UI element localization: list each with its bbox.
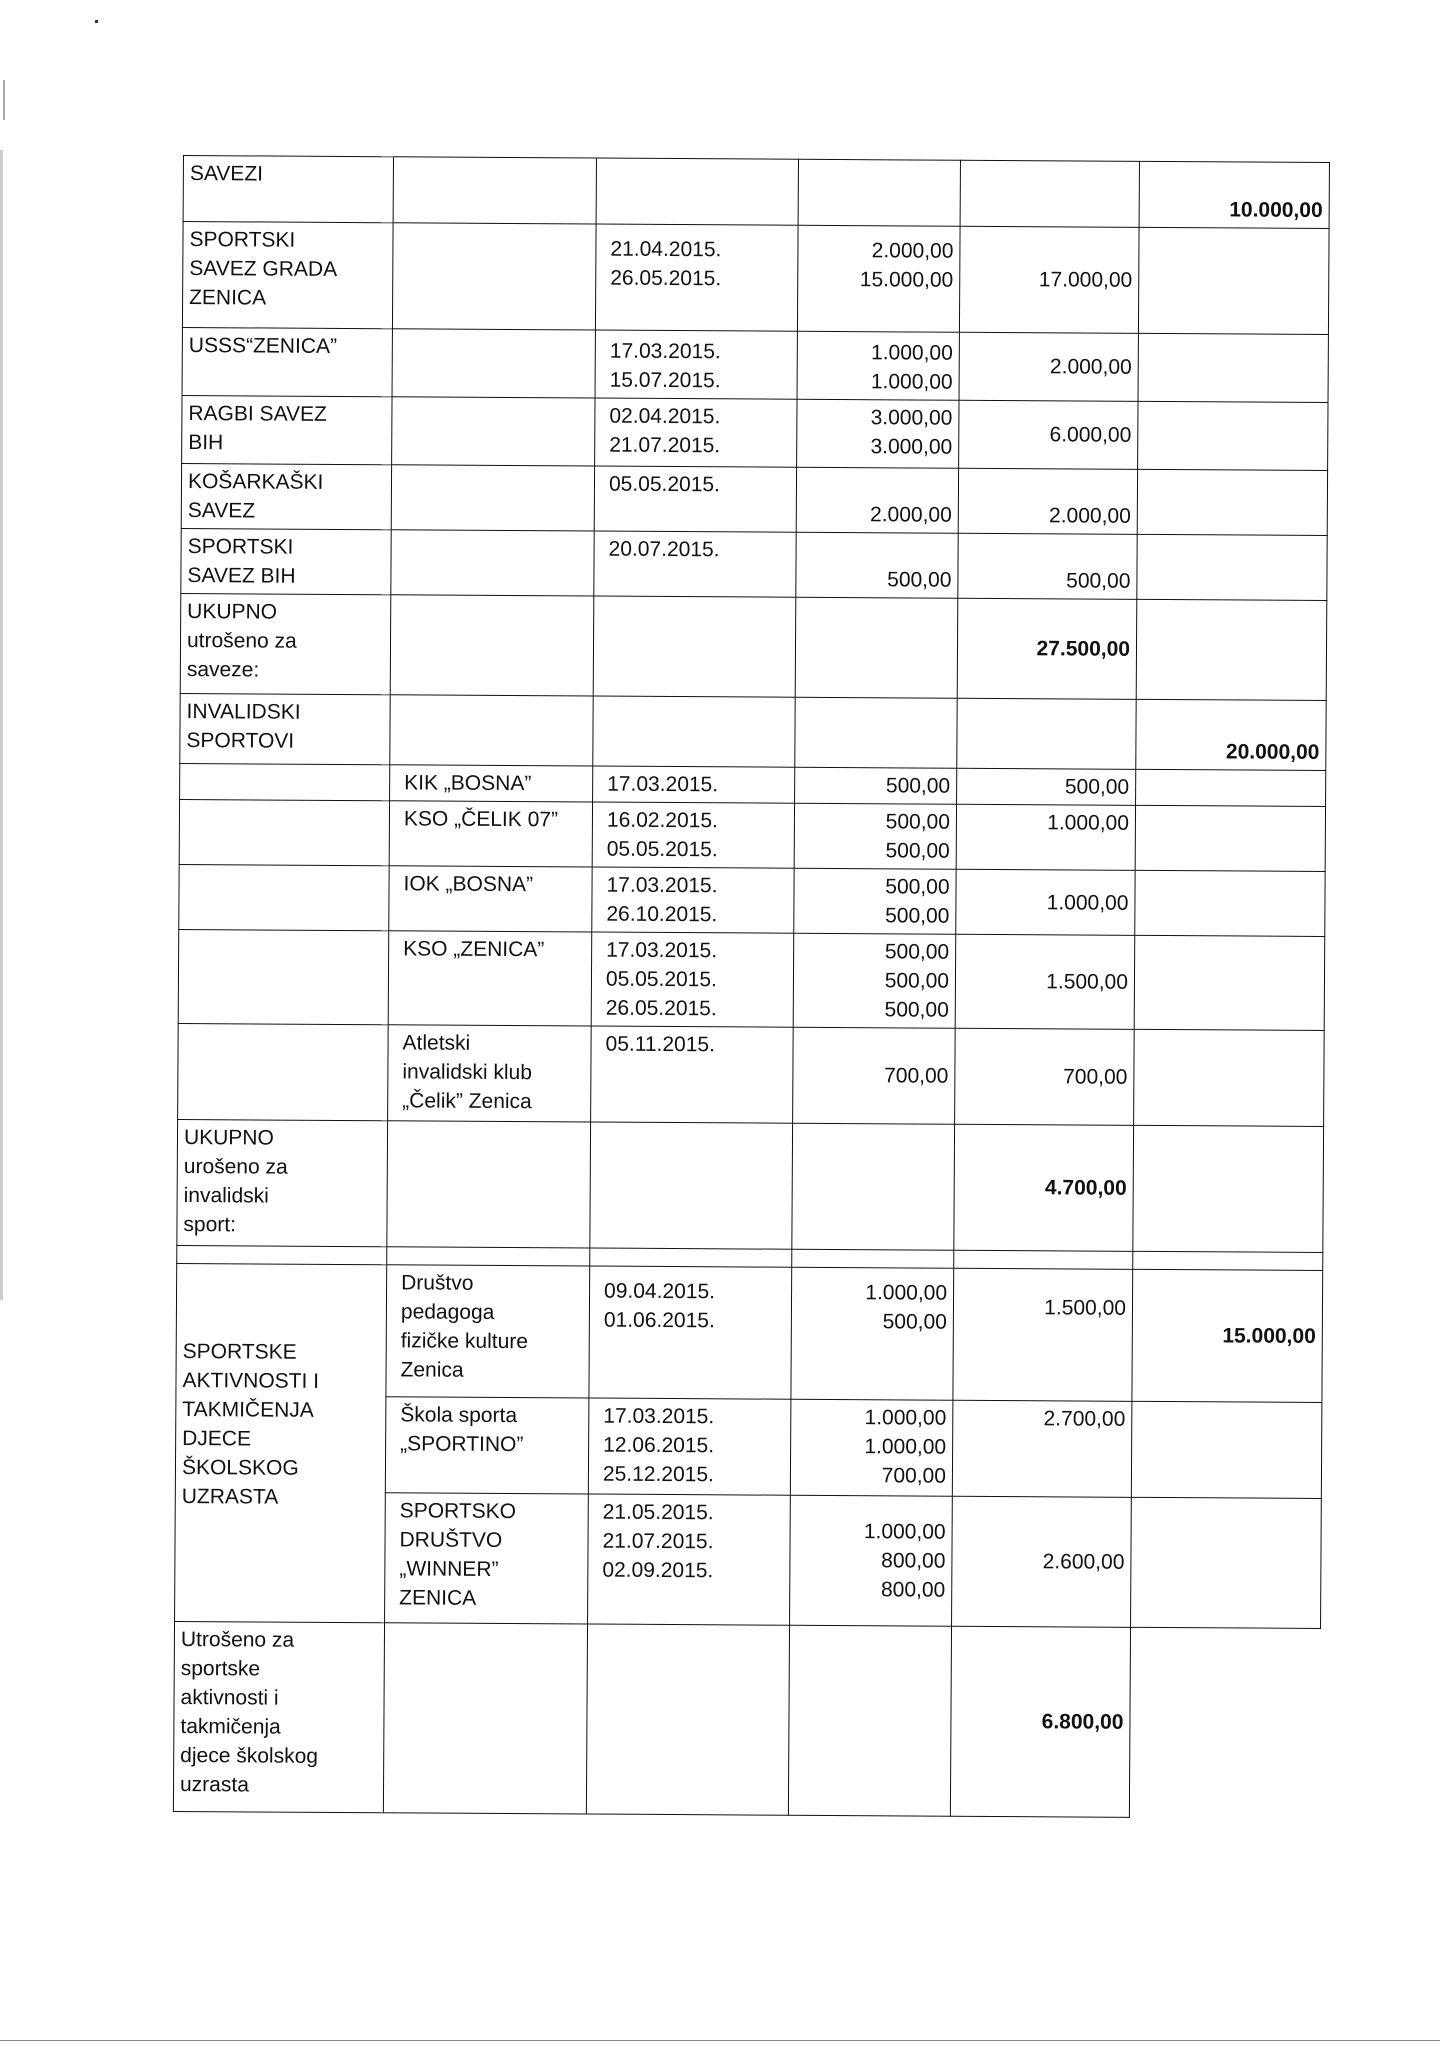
row-total: 17.000,00 bbox=[959, 226, 1139, 333]
club-name: KIK „BOSNA” bbox=[390, 765, 593, 802]
payment-amounts: 700,00 bbox=[793, 1027, 956, 1124]
payment-amounts: 500,00 500,00 bbox=[794, 868, 956, 934]
table-row bbox=[178, 1023, 1325, 1126]
summary-total: 4.700,00 bbox=[954, 1124, 1134, 1251]
entity-name: SPORTSKI SAVEZ BIH bbox=[181, 528, 391, 594]
budget-table bbox=[173, 155, 1330, 1819]
club-name: KSO „ZENICA” bbox=[388, 931, 592, 1026]
payment-amounts: 500,00 500,00 bbox=[794, 803, 956, 869]
row-total: 1.500,00 bbox=[955, 934, 1135, 1029]
row-total: 700,00 bbox=[955, 1028, 1135, 1125]
row-total: 1.500,00 bbox=[953, 1268, 1133, 1401]
table-row bbox=[181, 528, 1327, 600]
payment-amounts: 1.000,00 1.000,00 700,00 bbox=[790, 1399, 953, 1496]
summary-row-invalidski bbox=[177, 1119, 1324, 1252]
table-row bbox=[179, 864, 1325, 936]
summary-label: Utrošeno za sportske aktivnosti i takmičenja djece školskog uzrasta bbox=[173, 1621, 384, 1812]
row-total: 2.000,00 bbox=[958, 468, 1137, 534]
club-name: Društvo pedagoga fizičke kulture Zenica bbox=[386, 1265, 590, 1398]
payment-dates: 17.03.2015. 05.05.2015. 26.05.2015. bbox=[591, 932, 794, 1027]
payment-dates: 17.03.2015. 15.07.2015. bbox=[595, 330, 797, 399]
summary-label: UKUPNO utrošeno za saveze: bbox=[180, 593, 391, 694]
payment-dates: 05.05.2015. bbox=[594, 466, 796, 532]
payment-amounts: 500,00 bbox=[796, 532, 958, 598]
club-name: KSO „ČELIK 07” bbox=[389, 801, 592, 867]
row-total: 6.000,00 bbox=[959, 400, 1138, 469]
table-row bbox=[178, 929, 1325, 1030]
page-bottom-edge bbox=[0, 2040, 1440, 2041]
section-title: SPORTSKE AKTIVNOSTI I TAKMIČENJA DJECE ŠKOLSKOG UZRASTA bbox=[175, 1263, 387, 1622]
row-total: 2.700,00 bbox=[952, 1400, 1132, 1497]
row-total: 2.600,00 bbox=[952, 1496, 1132, 1627]
section-title: INVALIDSKI SPORTOVI bbox=[180, 693, 390, 764]
payment-amounts: 2.000,00 bbox=[796, 467, 958, 533]
section-row-savezi bbox=[183, 156, 1329, 229]
table-row bbox=[176, 1263, 1323, 1402]
entity-name: KOŠARKAŠKI SAVEZ bbox=[181, 463, 391, 529]
table-row bbox=[179, 799, 1325, 871]
payment-dates: 21.05.2015. 21.07.2015. 02.09.2015. bbox=[588, 1494, 791, 1625]
table-row bbox=[182, 327, 1328, 402]
summary-row-skolski bbox=[173, 1621, 1320, 1818]
row-total: 1.000,00 bbox=[956, 869, 1135, 935]
scan-edge-mark bbox=[3, 80, 5, 120]
payment-amounts: 1.000,00 500,00 bbox=[791, 1267, 954, 1400]
payment-amounts: 3.000,00 3.000,00 bbox=[797, 399, 959, 468]
row-total: 500,00 bbox=[958, 533, 1137, 599]
entity-name: USSS“ZENICA” bbox=[182, 327, 392, 396]
club-name: SPORTSKO DRUŠTVO „WINNER” ZENICA bbox=[385, 1493, 589, 1624]
payment-amounts: 500,00 bbox=[795, 767, 957, 804]
summary-label: UKUPNO urošeno za invalidski sport: bbox=[177, 1119, 388, 1246]
payment-dates: 21.04.2015. 26.05.2015. bbox=[595, 224, 798, 331]
payment-dates: 17.03.2015. 26.10.2015. bbox=[592, 867, 794, 933]
scan-speck bbox=[95, 20, 98, 23]
section-budget: 10.000,00 bbox=[1139, 161, 1329, 228]
payment-dates: 02.04.2015. 21.07.2015. bbox=[595, 398, 797, 467]
payment-amounts: 1.000,00 1.000,00 bbox=[797, 331, 959, 400]
section-budget: 15.000,00 bbox=[1132, 1269, 1323, 1402]
table-row bbox=[182, 395, 1328, 470]
section-row-invalidski bbox=[180, 693, 1326, 770]
payment-dates: 20.07.2015. bbox=[594, 531, 796, 597]
entity-name: RAGBI SAVEZ BIH bbox=[182, 395, 392, 464]
payment-dates: 09.04.2015. 01.06.2015. bbox=[589, 1266, 792, 1399]
scan-edge-shadow bbox=[0, 150, 3, 1300]
payment-dates: 17.03.2015. 12.06.2015. 25.12.2015. bbox=[588, 1398, 791, 1495]
row-total: 500,00 bbox=[957, 768, 1136, 805]
row-total: 2.000,00 bbox=[959, 332, 1138, 401]
section-title: SAVEZI bbox=[183, 156, 393, 223]
section-budget: 20.000,00 bbox=[1136, 699, 1326, 770]
payment-amounts: 500,00 500,00 500,00 bbox=[793, 933, 956, 1028]
row-total: 1.000,00 bbox=[956, 804, 1135, 870]
payment-dates: 05.11.2015. bbox=[591, 1026, 794, 1123]
payment-dates: 17.03.2015. bbox=[593, 766, 795, 803]
payment-amounts: 2.000,00 15.000,00 bbox=[797, 225, 960, 332]
payment-amounts: 1.000,00 800,00 800,00 bbox=[790, 1495, 953, 1626]
payment-dates: 16.02.2015. 05.05.2015. bbox=[592, 802, 794, 868]
club-name: Atletski invalidski klub „Čelik” Zenica bbox=[388, 1025, 592, 1122]
club-name: Škola sporta „SPORTINO” bbox=[385, 1397, 589, 1494]
summary-row-savezi bbox=[180, 593, 1327, 700]
summary-total: 6.800,00 bbox=[950, 1626, 1130, 1817]
table-row bbox=[181, 463, 1327, 535]
club-name: IOK „BOSNA” bbox=[389, 866, 592, 932]
table-row bbox=[182, 222, 1329, 335]
summary-total: 27.500,00 bbox=[957, 598, 1137, 699]
entity-name: SPORTSKI SAVEZ GRADA ZENICA bbox=[182, 222, 393, 329]
